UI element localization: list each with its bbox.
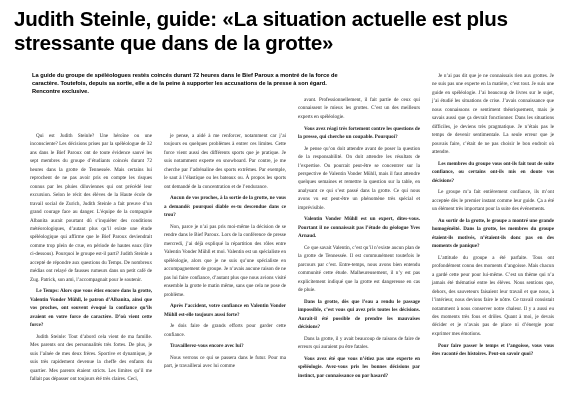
paragraph: avant. Professionnellement, il fait partie de ceux qui connaissent le mieux les grottes. C’est un des meilleurs experts en spéléologie. <box>298 97 420 120</box>
article-column-2 <box>164 132 286 374</box>
article-column-3 <box>298 96 420 384</box>
interview-question: Valentin Vonder Mühll est un expert, dites-vous. Pourtant il ne connaissait pas l’étude du géologue Yves Arnaud. <box>298 216 420 240</box>
interview-question: Dans la grotte, dès que l’eau a rendu le passage impossible, c’est vous qui avez pris toutes les décisions. Aurait-il été possible de prendre les mauvaises décisions? <box>298 298 420 331</box>
paragraph: Nous verrons ce qui se passera dans le futur. Pour ma part, je travaillerai avec lui comme <box>164 355 286 370</box>
paragraph: Judith Steinle: Tout d’abord cela vient de ma famille. Mes parents ont des personnalités très fortes. De plus, je suis l’aînée de mes deux frères. Sportive et dynamique, je suis très rapidement devenue la cheffe des enfants du quartier. Mes parents étaient stricts. Les limites qu’il me fallait pas dépasser ont toujours été très claires. Ceci, <box>30 333 152 383</box>
paragraph: Ce que savait Valentin, c’est qu’il n’existe aucun plan de la grotte de Tennessée. Il est communément toutefois le parcours par c’est. Entre-temps, nous avons bien entendu communité cette étude. Malheureusement, il n’y est pas explicitement indiqué que la grotte est dangereuse en cas de pluie. <box>298 245 420 294</box>
paragraph: Qui est Judith Steinle? Une héroïne ou une inconsciente? Les décisions prises par la spéléologue de 32 ans dans le Bief Paroux ont de toute évidence sauvé les sept membres du groupe d’étudiants coincés durant 72 heures dans la grotte de Tennessée. Mais certains lui reprochent de ne pas avoir pris en compte les risques connus par les pluies diluviennes qui ont précédé leur excursion. Selon le récit des élèves de la Haute école de travail social de Zurich, Judith Steinle a fait preuve d’un grand courage face au danger. L’équipe de la compagnie Albanita aurait pourtant dû s’inquiéter des conditions météorologiques, d’autant plus qu’il existe une étude spéléologique qui affirme que le Bief Paroux deviendrait comme trop plein de crue, en période de hautes eaux (lire ci-dessous). Pourquoi le groupe est-il parti? Judith Steinle a accepté de répondre aux questions du Temps. De nombreux médias ont relayé de fausses rumeurs dans un petit café de Zug. Patrick, son ami, l’accompagnait pour le soutenir. <box>30 133 152 283</box>
paragraph: Je dois faire de grands efforts pour garder cette confiance. <box>164 323 286 338</box>
article-headline: Judith Steinle, guide: «La situation actuelle est plus stressante que dans de la grotte» <box>14 8 508 55</box>
interview-question: Vous avez été que vous n’étiez pas une experte en spéléologie. Avez-vous pris les bonnes décisions par instinct, par connaissance ou par hasard? <box>298 356 420 379</box>
interview-question: Le Temps: Alors que vous étiez encore dans la grotte, Valentin Vonder Mühll, le patron d’Albanita, ainsi que vos proches, ont souvent évoqué la confiance qu’ils avaient en votre force de caractère. D’où vient cette force? <box>30 288 152 329</box>
paragraph: Non, parce je n’ai pas pris moi-même la décision de se rendre dans le Bief Paroux. Lors de la conférence de presse mercredi, j’ai déjà expliqué la répartition des rôles entre Valentin Vonder Mühll et moi. Valentin est un spécialiste en spéléologie, alors que je ne suis qu’une spécialiste en accompagnement de groupe. Je n’avais aucune raison de ne pas lui faire confiance, d’autant plus que nous avions visité ensemble la grotte le matin même, sans que cela ne pose de problème. <box>164 223 286 298</box>
interview-question: Vous avez réagi très fortement contre les questions de la presse, qui cherche un coupable. Pourquoi? <box>298 125 421 140</box>
interview-question: Les membres du groupe vous ont-ils fait tout de suite confiance, ou certains ont-ils mis en doute vos décisions? <box>432 160 554 184</box>
interview-question: Après l’accident, votre confiance en Valentin Vonder Mühll est-elle toujours aussi forte? <box>164 303 286 318</box>
interview-question: Travaillerez-vous encore avec lui? <box>170 343 244 350</box>
article-column-4 <box>432 72 554 362</box>
paragraph: Dans la grotte, il y avait beaucoup de raisons de faire de erreurs qui auraient pu être fatales. <box>298 335 420 351</box>
article-lead: La guide du groupe de spéléologues restés coincés durant 72 heures dans le Bief Paroux a montré de la force de caractère. Toutefois, depuis sa sortie, elle a de la peine à supporter les accusations de la presse à son égard. Rencontre exclusive. <box>32 73 338 96</box>
article-column-1 <box>30 132 152 387</box>
paragraph: Je n’ai pas dit que je ne connaissais rien aux grottes. Je ne suis pas une experte en la matière, c’est tout. Je suis une guide en spéléologie. J’ai beaucoup de livres sur le sujet, j’ai étudié les situations de crise. J’avais connaissance que nous connaissons ce sentiment théoriquement, mais je savais aussi que ça devrait fonctionner. Dans les situations difficiles, je deviens très pragmatique. Je n’étais pas le temps de devenir sentimentale. La seule erreur que je pouvais faire, c’était de ne pas choisir le bon endroit où attendre. <box>432 73 554 156</box>
interview-question: Au sortir de la grotte, le groupe a montré une grande homogénéité. Dans la grotte, les membres du groupe étaient-ils motivés, n’étaient-ils donc pas en des moments de panique? <box>432 217 554 250</box>
paragraph: L’attitude du groupe a été parfaite. Tous ont profondément connu des moments d’angoisse. Mais chacun a gardé cette peur pour lui-même. C’est un thème qui n’a jamais été thématisé entre les élèves. Nous sentions que, dehors, des sauveteurs faisaient leur travail et que nous, à l’intérieur, nous devions faire le nôtre. Ce travail consistait notamment à nous conserver notre chaleur. Il y a aussi eu des moments très fous et drôles. Quant à moi, je devais décider et je n’avais pas de place ni d’énergie pour exprimer mes émotions. <box>432 254 554 337</box>
interview-question: Pour faire passer le temps et l’angoisse, vous vous êtes raconté des histoires. Peut-on savoir quoi? <box>432 342 554 357</box>
paragraph: Le groupe m’a fait entièrement confiance, ils m’ont acceptée dès le premier instant comme leur guide. Ça a été un élément très important pour la suite des événements. <box>432 189 554 213</box>
paragraph: je pense, a aidé à me renforcer, notamment car j’ai toujours eu quelques problèmes à entrer ces limites. Cette force vient aussi des différents sports que je pratique. Je suis notamment experte en snowboard. Par contre, je me cherche par l’adrénaline des sports extrêmes. Par exemple, le saut à l’élastique ou les bateaux ou. À propos les sports ont demandé de la concentration et de l’endurance. <box>164 133 286 190</box>
paragraph: Je pense qu’on doit attendre avant de poser la question de la responsabilité. On doit attendre les résultats de l’expertise. Ou pourrait peut-être se concentrer sur la perspective de Valentin Vonder Mühll, mais il faut attendre quelques semaines et remettre la question sur la table, en analysant ce qui s’est passé dans la grotte. Ce qui nous avons vu est peut-être un phénomène très spécial et imprévisible. <box>298 145 420 211</box>
interview-question: Aucun de vos proches, à la sortie de la grotte, ne vous a demandé: pourquoi diable es-tu descendue dans ce trou? <box>164 195 286 219</box>
